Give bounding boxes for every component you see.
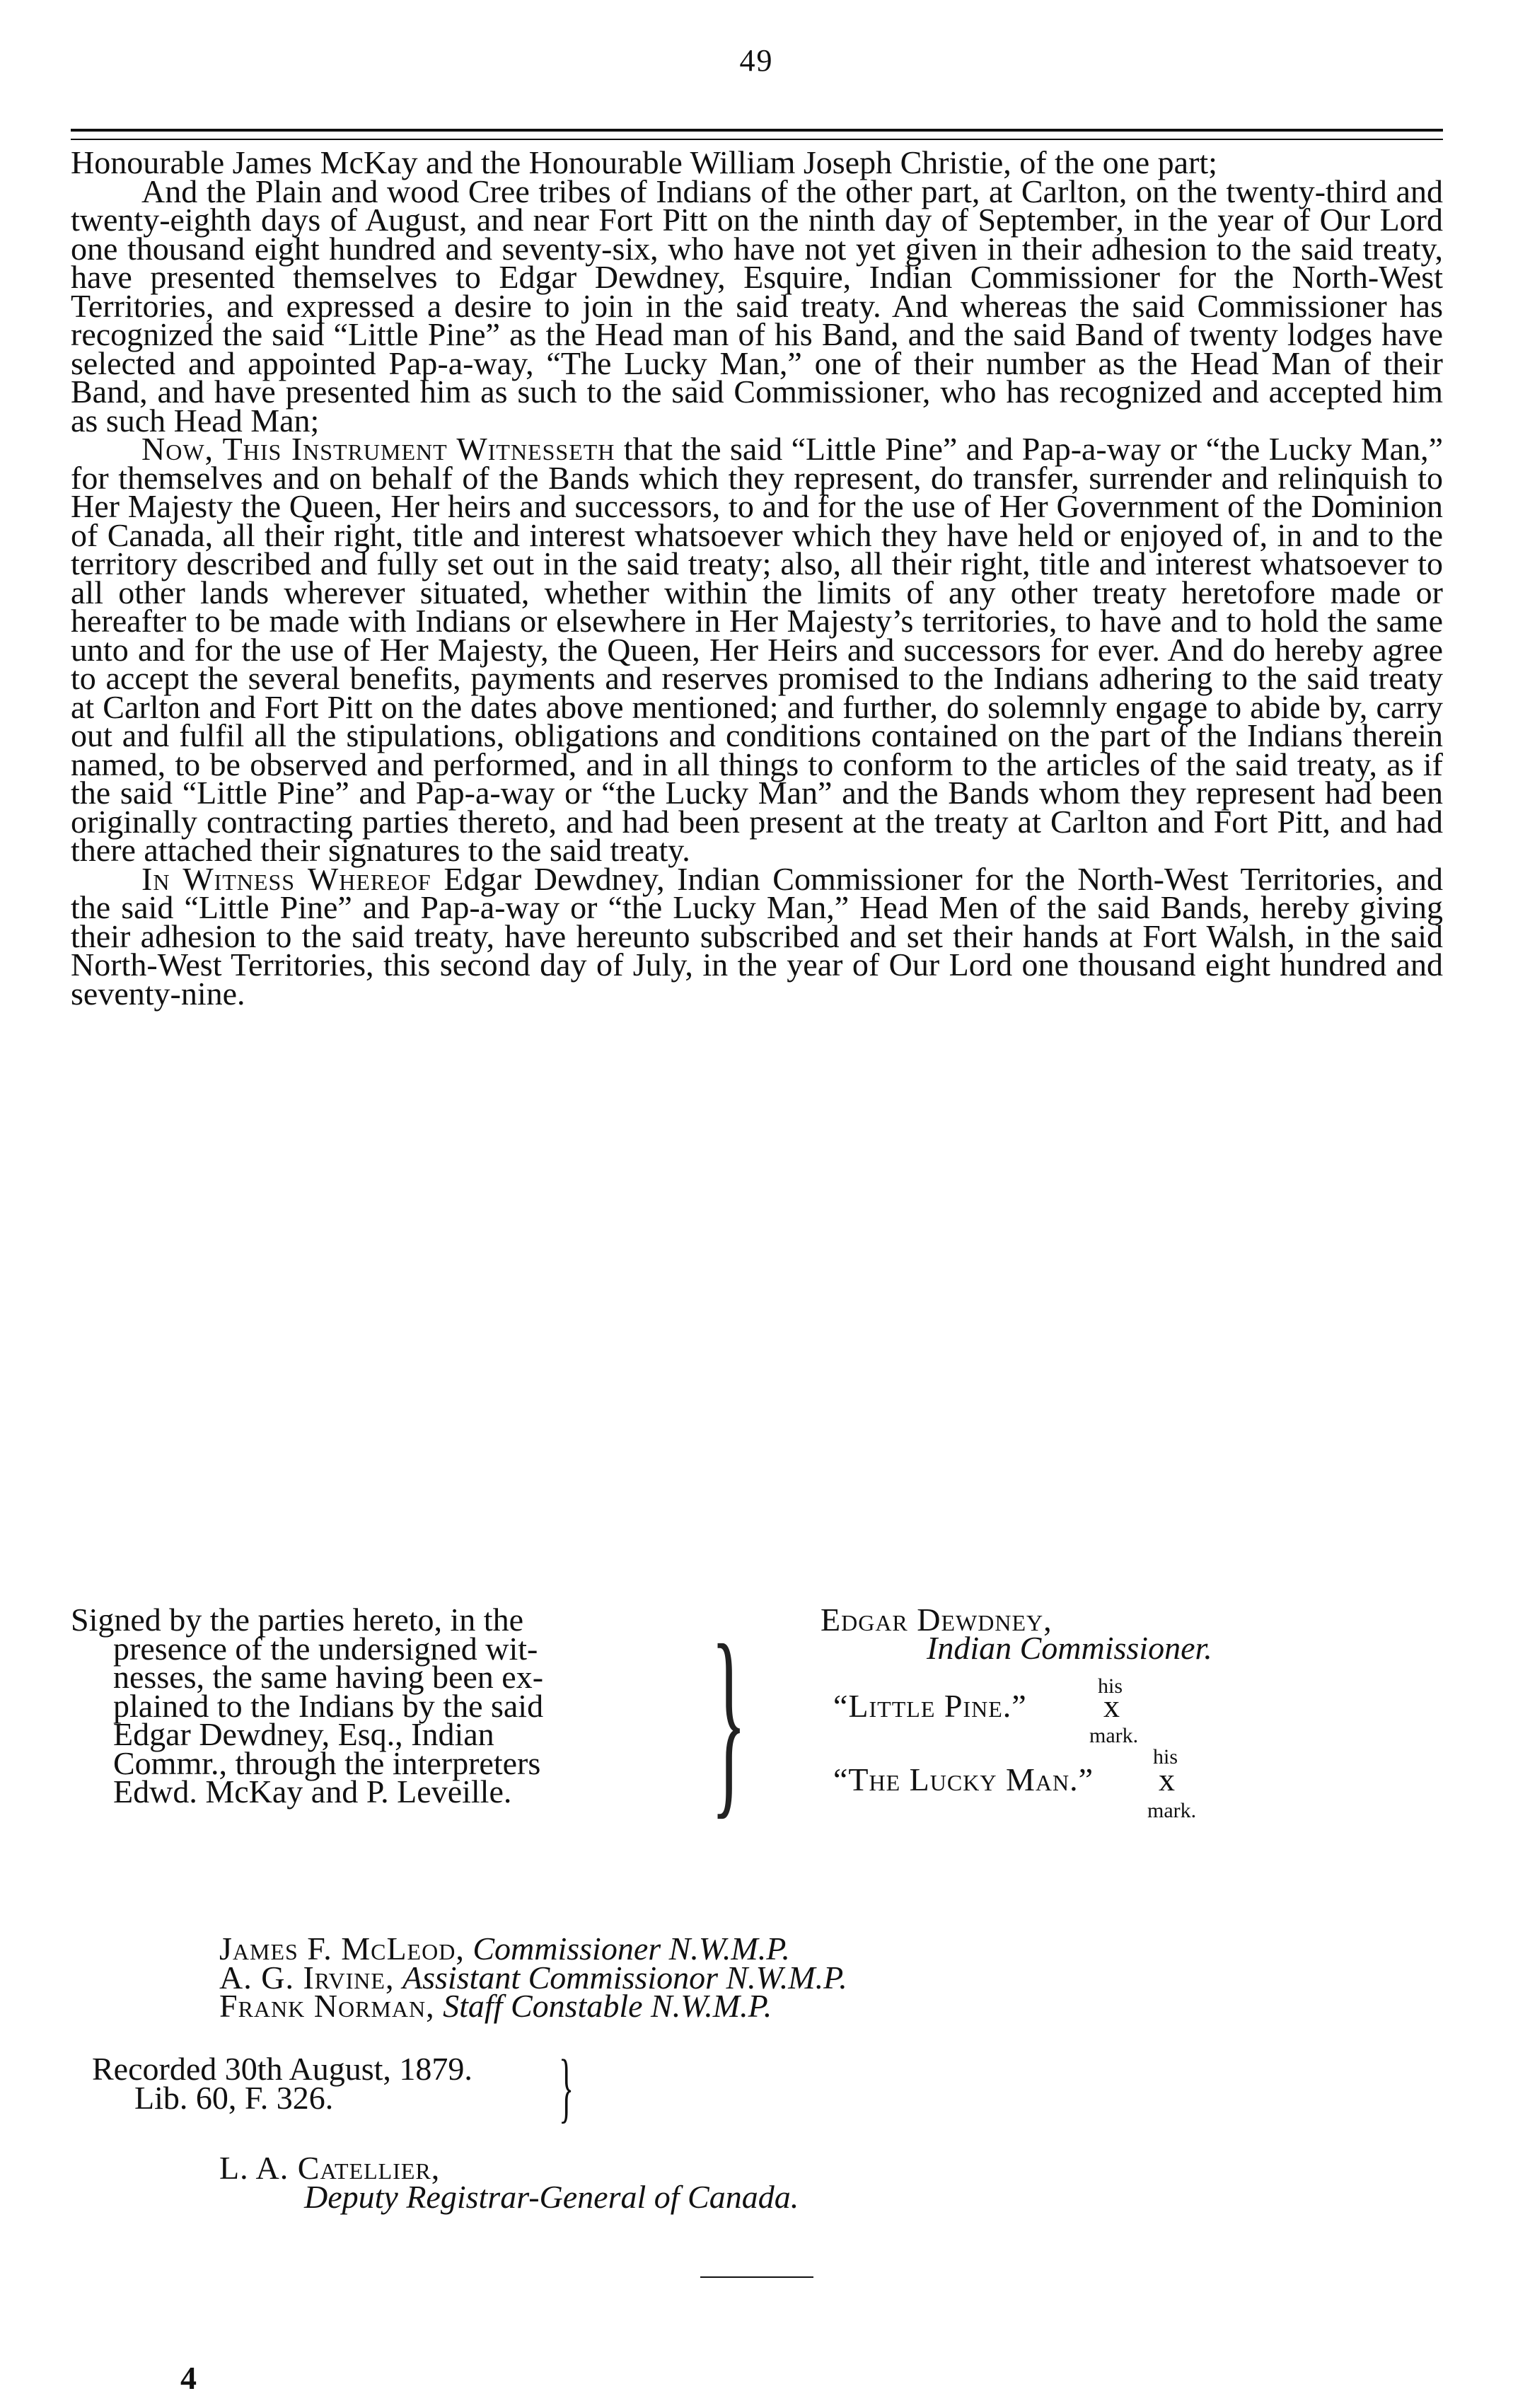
little-pine-name: “Little Pine.” xyxy=(833,1688,1027,1724)
paragraph-3-lead: Now, This Instrument Witnesseth xyxy=(141,431,615,467)
paragraph-2: And the Plain and wood Cree tribes of Indians of the other part, at Carlton, on the twenty-third and twenty-eighth days of August, and near Fort Pitt on the ninth day of September, in the year of Our Lord one thousand eight hundred and seventy-six, who have not yet given in their adhesion to the said treaty, have presented themselves to Edgar Dewdney, Esquire, Indian Commissioner for the North-West Territories, and expressed a desire to join in the said treaty. And whereas the said Commissioner has recognized the said “Little Pine” as the Head man of his Band, and the said Band of twenty lodges have selected and appointed Pap-a-way, “The Lucky Man,” one of their number as the Head Man of their Band, and have presented him as such to the said Commissioner, who has recognized and accepted him as such Head Man; xyxy=(71,173,1443,439)
registrar-signature xyxy=(219,2150,1210,2215)
signed-by-line: Commr., through the interpreters xyxy=(113,1744,541,1781)
paragraph-3-text: that the said “Little Pine” and Pap-a-way or “the Lucky Man,” for themselves and on behalf of the Bands which they represent, do transfer, surrender and relinquish to Her Majesty the Queen, Her heirs and successors, to and for the use of Her Government of the Dominion of Canada, all their right, title and interest whatsoever which they have held or enjoyed of, in and to the territory described and fully set out in the said treaty; also, all their right, title and interest whatsoever to all other lands wherever situated, whether within the limits of any other treaty heretofore made or hereafter to be made with Indians or elsewhere in Her Majesty’s territories, to have and to hold the same unto and for the use of Her Majesty, the Queen, Her Heirs and successors for ever. And do hereby agree to accept the several benefits, payments and reserves promised to the Indians adhering to the said treaty at Carlton and Fort Pitt on the dates above mentioned; and further, do solemnly engage to abide by, carry out and fulfil all the stipulations, obligations and conditions contained on the part of the Indians therein named, to be observed and performed, and in all things to conform to the articles of the said treaty, as if the said “Little Pine” and Pap-a-way or “the Lucky Man” and the Bands whom they represent had been originally contracting parties thereto, and had been present at the treaty at Carlton and Fort Pitt, and had there attached their signatures to the said treaty. xyxy=(71,431,1443,868)
recorded-date: Recorded 30th August, 1879. xyxy=(92,2051,473,2087)
paragraph-4-text: Edgar Dewdney, Indian Commissioner for the North-West Territories, and the said “Little Pine” and Pap-a-way or “the Lucky Man,” Head Men of the said Bands, hereby giving their adhesion to the said treaty, have hereunto subscribed and set their hands at Fort Walsh, in the said North-West Territories, this second day of July, in the year of Our Lord one thousand eight hundred and seventy-nine. xyxy=(71,860,1443,1012)
signed-by-line: Edgar Dewdney, Esq., Indian xyxy=(113,1716,494,1752)
mark-label: mark. xyxy=(1089,1724,1139,1747)
witness-title: Assistant Commissionor N.W.M.P. xyxy=(402,1959,847,1996)
witness-name: James F. McLeod, xyxy=(219,1931,465,1967)
paragraph-4 xyxy=(71,860,1443,1012)
witness-entry xyxy=(219,1988,1351,2024)
paragraph-1: Honourable James McKay and the Honourable William Joseph Christie, of the one part; xyxy=(71,144,1217,180)
paragraph-4-lead: In Witness Whereof xyxy=(141,860,431,897)
signed-by-line: nesses, the same having been ex- xyxy=(113,1659,544,1695)
x-mark: x xyxy=(1103,1688,1120,1724)
page-number: 49 xyxy=(739,43,774,78)
recorded-reference: Lib. 60, F. 326. xyxy=(134,2079,334,2116)
lucky-man-name: “The Lucky Man.” xyxy=(833,1761,1094,1798)
witness-list xyxy=(219,1931,1351,2024)
signature-block xyxy=(71,1602,1443,1889)
curly-brace-icon: } xyxy=(559,2044,574,2130)
paragraph-3 xyxy=(71,431,1443,868)
witness-name: A. G. Irvine, xyxy=(219,1959,395,1996)
registrar-title: Deputy Registrar-General of Canada. xyxy=(304,2178,799,2215)
his-label: his xyxy=(1098,1674,1123,1698)
signed-by-line: Edwd. McKay and P. Leveille. xyxy=(113,1773,512,1810)
treaty-text xyxy=(71,144,1443,1012)
witness-title: Staff Constable N.W.M.P. xyxy=(443,1988,772,2024)
witness-name: Frank Norman, xyxy=(219,1988,435,2024)
signed-by-line: plained to the Indians by the said xyxy=(113,1687,544,1724)
dewdney-title: Indian Commissioner. xyxy=(927,1630,1212,1666)
curly-brace-icon: } xyxy=(711,1602,747,1836)
dewdney-name: Edgar Dewdney, xyxy=(821,1602,1053,1638)
header-rule xyxy=(71,129,1443,140)
x-mark: x xyxy=(1159,1761,1175,1798)
his-label: his xyxy=(1153,1745,1178,1769)
signature-mark: 4 xyxy=(180,2360,197,2396)
recorded-note xyxy=(92,2051,729,2116)
mark-label: mark. xyxy=(1147,1799,1197,1822)
signed-by-line: presence of the undersigned wit- xyxy=(113,1630,538,1667)
closing-rule xyxy=(700,2276,813,2278)
witness-title: Commissioner N.W.M.P. xyxy=(473,1931,790,1967)
registrar-name: L. A. Catellier, xyxy=(219,2150,441,2186)
signed-by-line: Signed by the parties hereto, in the xyxy=(71,1602,524,1638)
signed-by-statement xyxy=(71,1602,707,1810)
